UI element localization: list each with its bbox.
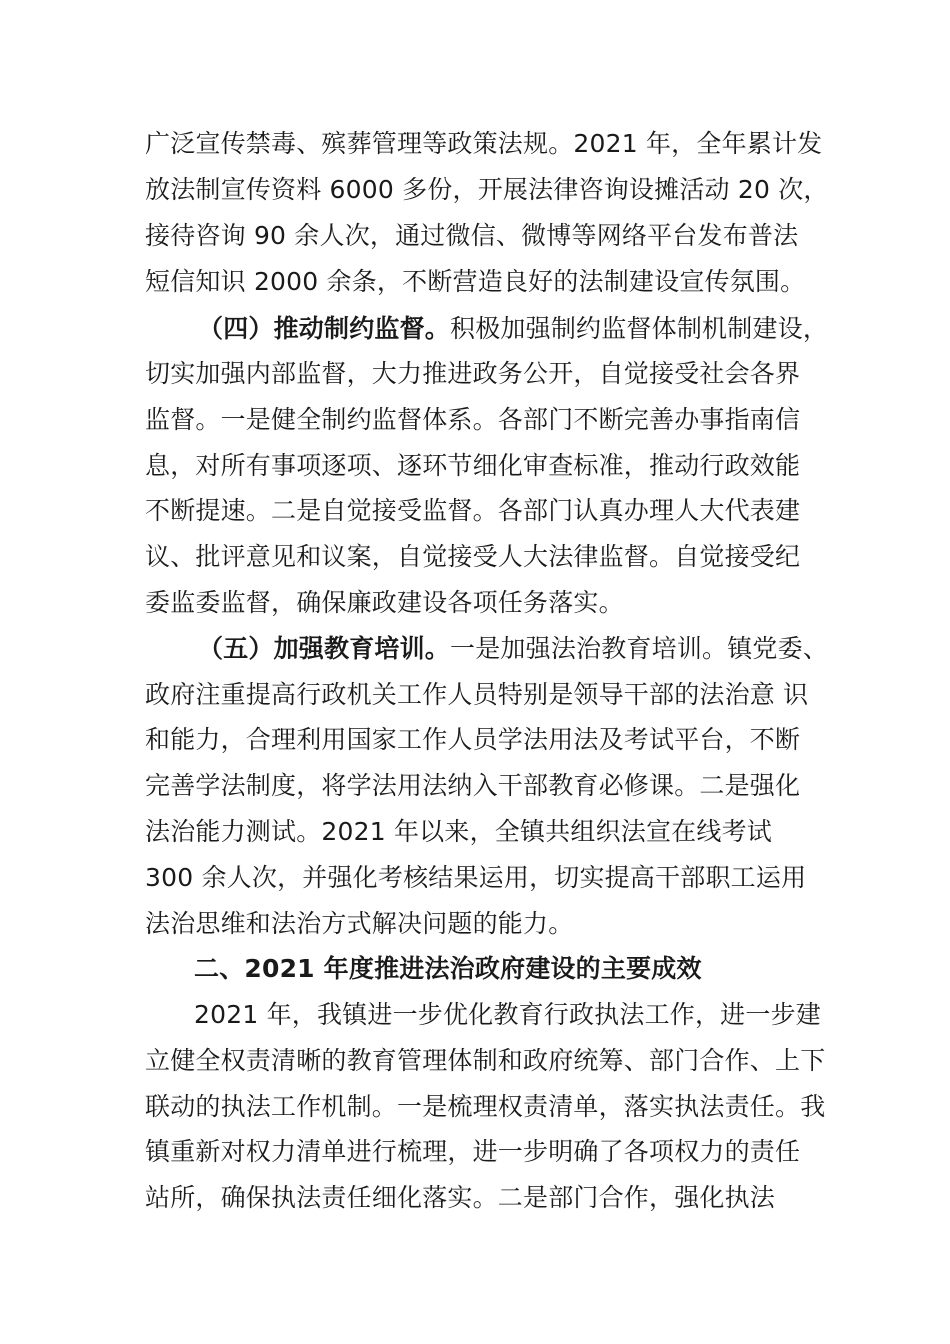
heading-five: （五）加强教育培训。 xyxy=(198,634,451,663)
text-line: 接待咨询 90 余人次，通过微信、微博等网络平台发布普法 xyxy=(145,221,799,250)
text-line: 放法制宣传资料 6000 多份，开展法律咨询设摊活动 20 次， xyxy=(145,175,829,204)
section-heading: 二、2021 年度推进法治政府建设的主要成效 xyxy=(194,954,702,983)
text-line: 切实加强内部监督，大力推进政务公开，自觉接受社会各界 xyxy=(145,359,801,388)
text-line: 立健全权责清晰的教育管理体制和政府统筹、部门合作、上下 xyxy=(145,1046,826,1075)
text-line: 议、批评意见和议案，自觉接受人大法律监督。自觉接受纪 xyxy=(145,542,801,571)
text-line: 联动的执法工作机制。一是梳理权责清单，落实执法责任。我 xyxy=(145,1092,826,1121)
text-line: 和能力，合理利用国家工作人员学法用法及考试平台，不断 xyxy=(145,725,801,754)
text-line: 委监委监督，确保廉政建设各项任务落实。 xyxy=(145,588,624,617)
text-line: 2021 年，我镇进一步优化教育行政执法工作，进一步建 xyxy=(194,1000,821,1029)
paragraph-four-first-line xyxy=(198,309,828,349)
paragraph-five-first-line xyxy=(198,629,828,669)
text-line: 政府注重提高行政机关工作人员特别是领导干部的法治意 识 xyxy=(145,680,809,709)
text-run: 一是加强法治教育培训。镇党委、 xyxy=(450,634,829,663)
text-line: 监督。一是健全制约监督体系。各部门不断完善办事指南信 xyxy=(145,405,801,434)
text-line: 不断提速。二是自觉接受监督。各部门认真办理人大代表建 xyxy=(145,496,801,525)
text-line: 300 余人次，并强化考核结果运用，切实提高干部职工运用 xyxy=(145,863,807,892)
text-line: 法治思维和法治方式解决问题的能力。 xyxy=(145,909,574,938)
text-line: 息，对所有事项逐项、逐环节细化审查标准，推动行政效能 xyxy=(145,451,801,480)
text-line: 站所，确保执法责任细化落实。二是部门合作，强化执法 xyxy=(145,1183,776,1212)
heading-four: （四）推动制约监督。 xyxy=(198,314,451,343)
text-line: 广泛宣传禁毒、殡葬管理等政策法规。2021 年，全年累计发 xyxy=(145,129,823,158)
text-line: 完善学法制度，将学法用法纳入干部教育必修课。二是强化 xyxy=(145,771,801,800)
text-run: 积极加强制约监督体制机制建设， xyxy=(450,314,829,343)
text-line: 短信知识 2000 余条，不断营造良好的法制建设宣传氛围。 xyxy=(145,267,806,296)
text-line: 镇重新对权力清单进行梳理，进一步明确了各项权力的责任 xyxy=(145,1137,801,1166)
text-line: 法治能力测试。2021 年以来，全镇共组织法宣在线考试 xyxy=(145,817,772,846)
